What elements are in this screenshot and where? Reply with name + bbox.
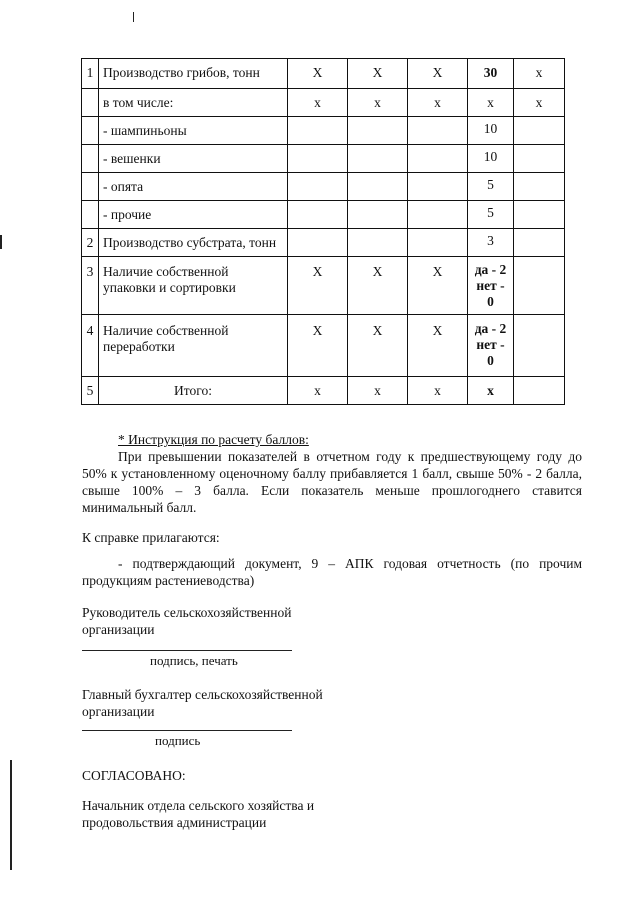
table-row bbox=[82, 377, 565, 405]
table-row bbox=[82, 89, 565, 117]
table-row bbox=[82, 257, 565, 315]
row-name: Наличие собственной переработки bbox=[99, 315, 288, 377]
cell-c3 bbox=[408, 173, 468, 201]
row-number bbox=[82, 173, 99, 201]
cell-score: да - 2 нет - 0 bbox=[468, 257, 514, 315]
table-row bbox=[82, 229, 565, 257]
row-name: Наличие собственной упаковки и сортировки bbox=[99, 257, 288, 315]
cell-c5: х bbox=[514, 59, 565, 89]
row-name: - вешенки bbox=[99, 145, 288, 173]
cell-c5 bbox=[514, 377, 565, 405]
row-name: Производство грибов, тонн bbox=[99, 59, 288, 89]
instruction-title: * Инструкция по расчету баллов: bbox=[118, 432, 309, 447]
row-number: 1 bbox=[82, 59, 99, 89]
cell-c2 bbox=[348, 201, 408, 229]
cell-c2 bbox=[348, 145, 408, 173]
cell-c2 bbox=[348, 117, 408, 145]
cell-score: 3 bbox=[468, 229, 514, 257]
cell-score: 30 bbox=[468, 59, 514, 89]
cell-score: 5 bbox=[468, 173, 514, 201]
cell-c3: Х bbox=[408, 257, 468, 315]
cell-score: 10 bbox=[468, 145, 514, 173]
row-number bbox=[82, 145, 99, 173]
cell-c2: Х bbox=[348, 59, 408, 89]
cell-c2: х bbox=[348, 377, 408, 405]
row-number: 5 bbox=[82, 377, 99, 405]
row-number: 3 bbox=[82, 257, 99, 315]
cell-c3 bbox=[408, 229, 468, 257]
row-name: Итого: bbox=[99, 377, 288, 405]
scan-mark-left bbox=[10, 760, 12, 870]
cell-c1: Х bbox=[288, 315, 348, 377]
accountant-signature-caption: подпись bbox=[155, 733, 201, 748]
cell-c3 bbox=[408, 117, 468, 145]
table-row bbox=[82, 201, 565, 229]
cell-c2: Х bbox=[348, 257, 408, 315]
row-name: - шампиньоны bbox=[99, 117, 288, 145]
scan-mark-top bbox=[133, 12, 134, 22]
cell-score: 10 bbox=[468, 117, 514, 145]
cell-c1 bbox=[288, 229, 348, 257]
scan-mark-left-small bbox=[0, 235, 2, 249]
approval-label: СОГЛАСОВАНО: bbox=[82, 768, 186, 783]
head-signatory-title: Руководитель сельскохозяйственной организации bbox=[82, 605, 292, 637]
table-row bbox=[82, 59, 565, 89]
cell-c5 bbox=[514, 117, 565, 145]
cell-c1: Х bbox=[288, 59, 348, 89]
cell-c2 bbox=[348, 173, 408, 201]
table-row bbox=[82, 117, 565, 145]
cell-c5 bbox=[514, 145, 565, 173]
approval-official: Начальник отдела сельского хозяйства и продовольствия администрации bbox=[82, 798, 315, 830]
cell-c1: Х bbox=[288, 257, 348, 315]
cell-c3: х bbox=[408, 89, 468, 117]
row-name: - прочие bbox=[99, 201, 288, 229]
attachments-item: - подтверждающий документ, 9 – АПК годовая отчетность (по прочим продукциям растениеводства) bbox=[82, 556, 582, 588]
cell-score: х bbox=[468, 377, 514, 405]
cell-c1 bbox=[288, 201, 348, 229]
accountant-signatory-title: Главный бухгалтер сельскохозяйственной организации bbox=[82, 687, 323, 719]
row-number: 4 bbox=[82, 315, 99, 377]
row-number bbox=[82, 117, 99, 145]
cell-c3: х bbox=[408, 377, 468, 405]
row-number bbox=[82, 89, 99, 117]
cell-c5 bbox=[514, 229, 565, 257]
table-row bbox=[82, 315, 565, 377]
table-row bbox=[82, 145, 565, 173]
cell-c1 bbox=[288, 145, 348, 173]
head-signature-caption: подпись, печать bbox=[150, 653, 238, 668]
instruction-body: При превышении показателей в отчетном году к предшествующему году до 50% к установленному оценочному баллу прибавляется 1 балл, свыше 50% - 2 балла, свыше 100% – 3 балла. Если показатель меньше прошлогоднего ставится минимальный балл. bbox=[82, 449, 582, 515]
row-number bbox=[82, 201, 99, 229]
cell-c1: х bbox=[288, 377, 348, 405]
score-table bbox=[81, 58, 565, 405]
cell-c5 bbox=[514, 201, 565, 229]
cell-c3: Х bbox=[408, 315, 468, 377]
cell-score: 5 bbox=[468, 201, 514, 229]
cell-c2: х bbox=[348, 89, 408, 117]
cell-c2 bbox=[348, 229, 408, 257]
cell-c2: Х bbox=[348, 315, 408, 377]
cell-c1 bbox=[288, 173, 348, 201]
cell-c5: х bbox=[514, 89, 565, 117]
row-name: Производство субстрата, тонн bbox=[99, 229, 288, 257]
cell-score: да - 2 нет - 0 bbox=[468, 315, 514, 377]
cell-c1: х bbox=[288, 89, 348, 117]
row-number: 2 bbox=[82, 229, 99, 257]
accountant-signature-line bbox=[82, 730, 292, 731]
cell-c3 bbox=[408, 145, 468, 173]
row-name: - опята bbox=[99, 173, 288, 201]
cell-c5 bbox=[514, 315, 565, 377]
cell-c1 bbox=[288, 117, 348, 145]
table-row bbox=[82, 173, 565, 201]
cell-c3 bbox=[408, 201, 468, 229]
cell-c5 bbox=[514, 173, 565, 201]
head-signature-line bbox=[82, 650, 292, 651]
cell-c5 bbox=[514, 257, 565, 315]
cell-c3: Х bbox=[408, 59, 468, 89]
cell-score: х bbox=[468, 89, 514, 117]
attachments-heading: К справке прилагаются: bbox=[82, 530, 220, 545]
row-name: в том числе: bbox=[99, 89, 288, 117]
